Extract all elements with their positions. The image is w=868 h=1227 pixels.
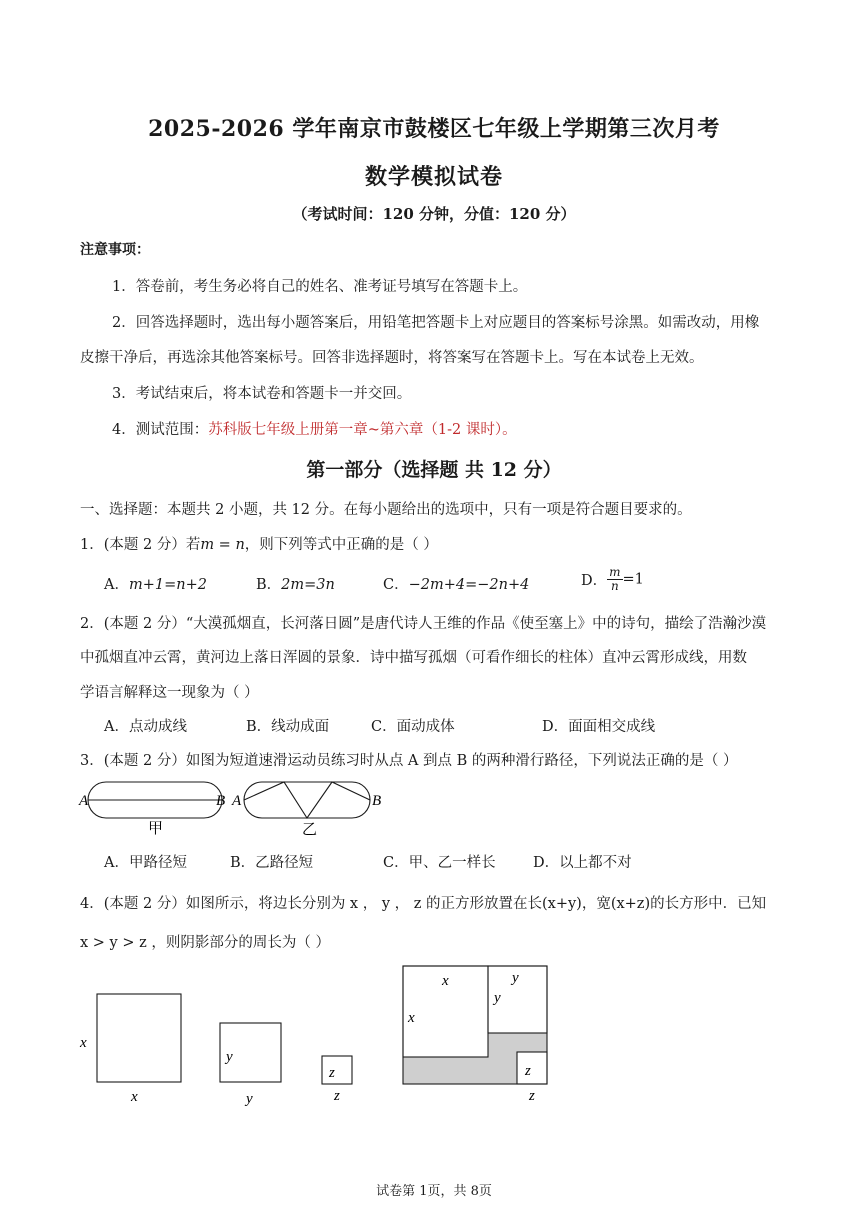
question-1-prefix: 1．(本题 2 分）若: [80, 537, 201, 553]
option-b-text: 2m=3n: [281, 577, 335, 593]
composite-x-top-label: x: [442, 973, 449, 989]
question-3-option-d: D．以上都不对: [533, 855, 632, 871]
label-yi: 乙: [302, 822, 318, 838]
option-a-label: A．: [104, 577, 129, 593]
option-d-fraction: [607, 566, 622, 593]
option-c-label: C．: [383, 577, 409, 593]
path-jia-figure: [78, 782, 225, 837]
fig-point-a-1: A: [79, 793, 89, 809]
question-1-option-d: [581, 566, 644, 593]
option-c-text: −2m+4=−2n+4: [408, 577, 530, 593]
fig-point-a-2: A: [232, 793, 242, 809]
question-3-option-b: B．乙路径短: [230, 855, 314, 871]
question-2-line-3: 学语言解释这一现象为（ ）: [80, 685, 259, 701]
question-2-option-b: B．线动成面: [246, 719, 330, 735]
notice-heading: 注意事项：: [80, 242, 150, 258]
notice-item-4: [112, 418, 517, 439]
exam-title: 2025-2026 学年南京市鼓楼区七年级上学期第三次月考: [148, 116, 720, 142]
question-4-line-2: x > y > z ，则阴影部分的周长为（ ）: [80, 935, 330, 951]
fraction-numerator: m: [609, 565, 621, 579]
question-1-math: m = n: [200, 537, 245, 553]
option-b-label: B．: [256, 577, 282, 593]
composite-y-side-label: y: [494, 990, 501, 1006]
exam-info: （考试时间：120 分钟，分值：120 分）: [292, 205, 576, 223]
square-z-inner-label: z: [329, 1065, 335, 1081]
option-d-rest: =1: [622, 571, 644, 588]
option-d-label: D．: [581, 573, 608, 589]
exam-subtitle: 数学模拟试卷: [364, 164, 503, 190]
question-1-option-c: [383, 573, 529, 594]
section-instruction: 一、选择题：本题共 2 小题，共 12 分。在每小题给出的选项中，只有一项是符合题目要求的。: [80, 502, 692, 518]
fraction-denominator: n: [610, 579, 619, 593]
question-3-stem: 3．(本题 2 分）如图为短道速滑运动员练习时从点 A 到点 B 的两种滑行路径，下列说法正确的是（ ）: [80, 753, 738, 769]
question-3-option-c: C．甲、乙一样长: [383, 855, 496, 871]
square-x-bottom-label: x: [131, 1089, 138, 1105]
page-footer: 试卷第 1页，共 8页: [376, 1184, 492, 1199]
question-4-figure: [70, 960, 570, 1110]
question-1-suffix: ，则下列等式中正确的是（ ）: [244, 537, 438, 553]
section-title: 第一部分（选择题 共 12 分）: [306, 459, 562, 481]
notice-item-2-line-1: 2．回答选择题时，选出每小题答案后，用铅笔把答题卡上对应题目的答案标号涂黑。如需改动，用橡: [112, 315, 760, 331]
question-1-stem: [80, 533, 438, 554]
square-y: [220, 1023, 281, 1107]
question-4-line-1: 4．(本题 2 分）如图所示，将边长分别为 x ， y ， z 的正方形放置在长(x+y)，宽(x+z)的长方形中．已知: [80, 896, 767, 912]
question-2-option-c: C．面动成体: [371, 719, 455, 735]
notice-item-1: 1．答卷前，考生务必将自己的姓名、准考证号填写在答题卡上。: [112, 279, 528, 295]
square-z-bottom-label: z: [334, 1088, 340, 1104]
notice-item-2-line-2: 皮擦干净后，再选涂其他答案标号。回答非选择题时，将答案写在答题卡上。写在本试卷上无效。: [80, 350, 704, 366]
composite-y-top-label: y: [512, 970, 519, 986]
question-1-option-b: [256, 573, 335, 594]
fig-point-b-2: B: [372, 793, 382, 809]
test-range: 苏科版七年级上册第一章~第六章（1-2 课时）。: [208, 422, 517, 438]
question-2-option-a: A．点动成线: [104, 719, 187, 735]
composite-z-inner-label: z: [525, 1063, 531, 1079]
composite-z-bottom-label: z: [529, 1088, 535, 1104]
square-y-bottom-label: y: [246, 1091, 253, 1107]
question-2-line-2: 中孤烟直冲云霄，黄河边上落日浑圆的景象．诗中描写孤烟（可看作细长的柱体）直冲云霄形成线，用数: [80, 650, 747, 666]
notice-item-4-prefix: 4．测试范围：: [112, 422, 209, 438]
square-y-inner-label: y: [226, 1049, 233, 1065]
notice-item-3: 3．考试结束后，将本试卷和答题卡一并交回。: [112, 386, 412, 402]
question-3-option-a: A．甲路径短: [104, 855, 187, 871]
label-jia: 甲: [148, 821, 164, 837]
path-yi-figure: [231, 782, 381, 838]
question-2-line-1: 2．(本题 2 分）“大漠孤烟直，长河落日圆”是唐代诗人王维的作品《使至塞上》中的诗句，描绘了浩瀚沙漠: [80, 616, 767, 632]
square-z: [322, 1056, 352, 1104]
composite-x-side-label: x: [408, 1010, 415, 1026]
composite-rectangle: [403, 966, 547, 1104]
square-x: [79, 994, 181, 1105]
question-1-option-a: [104, 573, 207, 594]
option-a-text: m+1=n+2: [128, 577, 207, 593]
question-3-figure: [76, 776, 396, 842]
fig-point-b-1: B: [216, 793, 226, 809]
question-2-option-d: D．面面相交成线: [542, 719, 656, 735]
square-x-side-label: x: [80, 1035, 87, 1051]
